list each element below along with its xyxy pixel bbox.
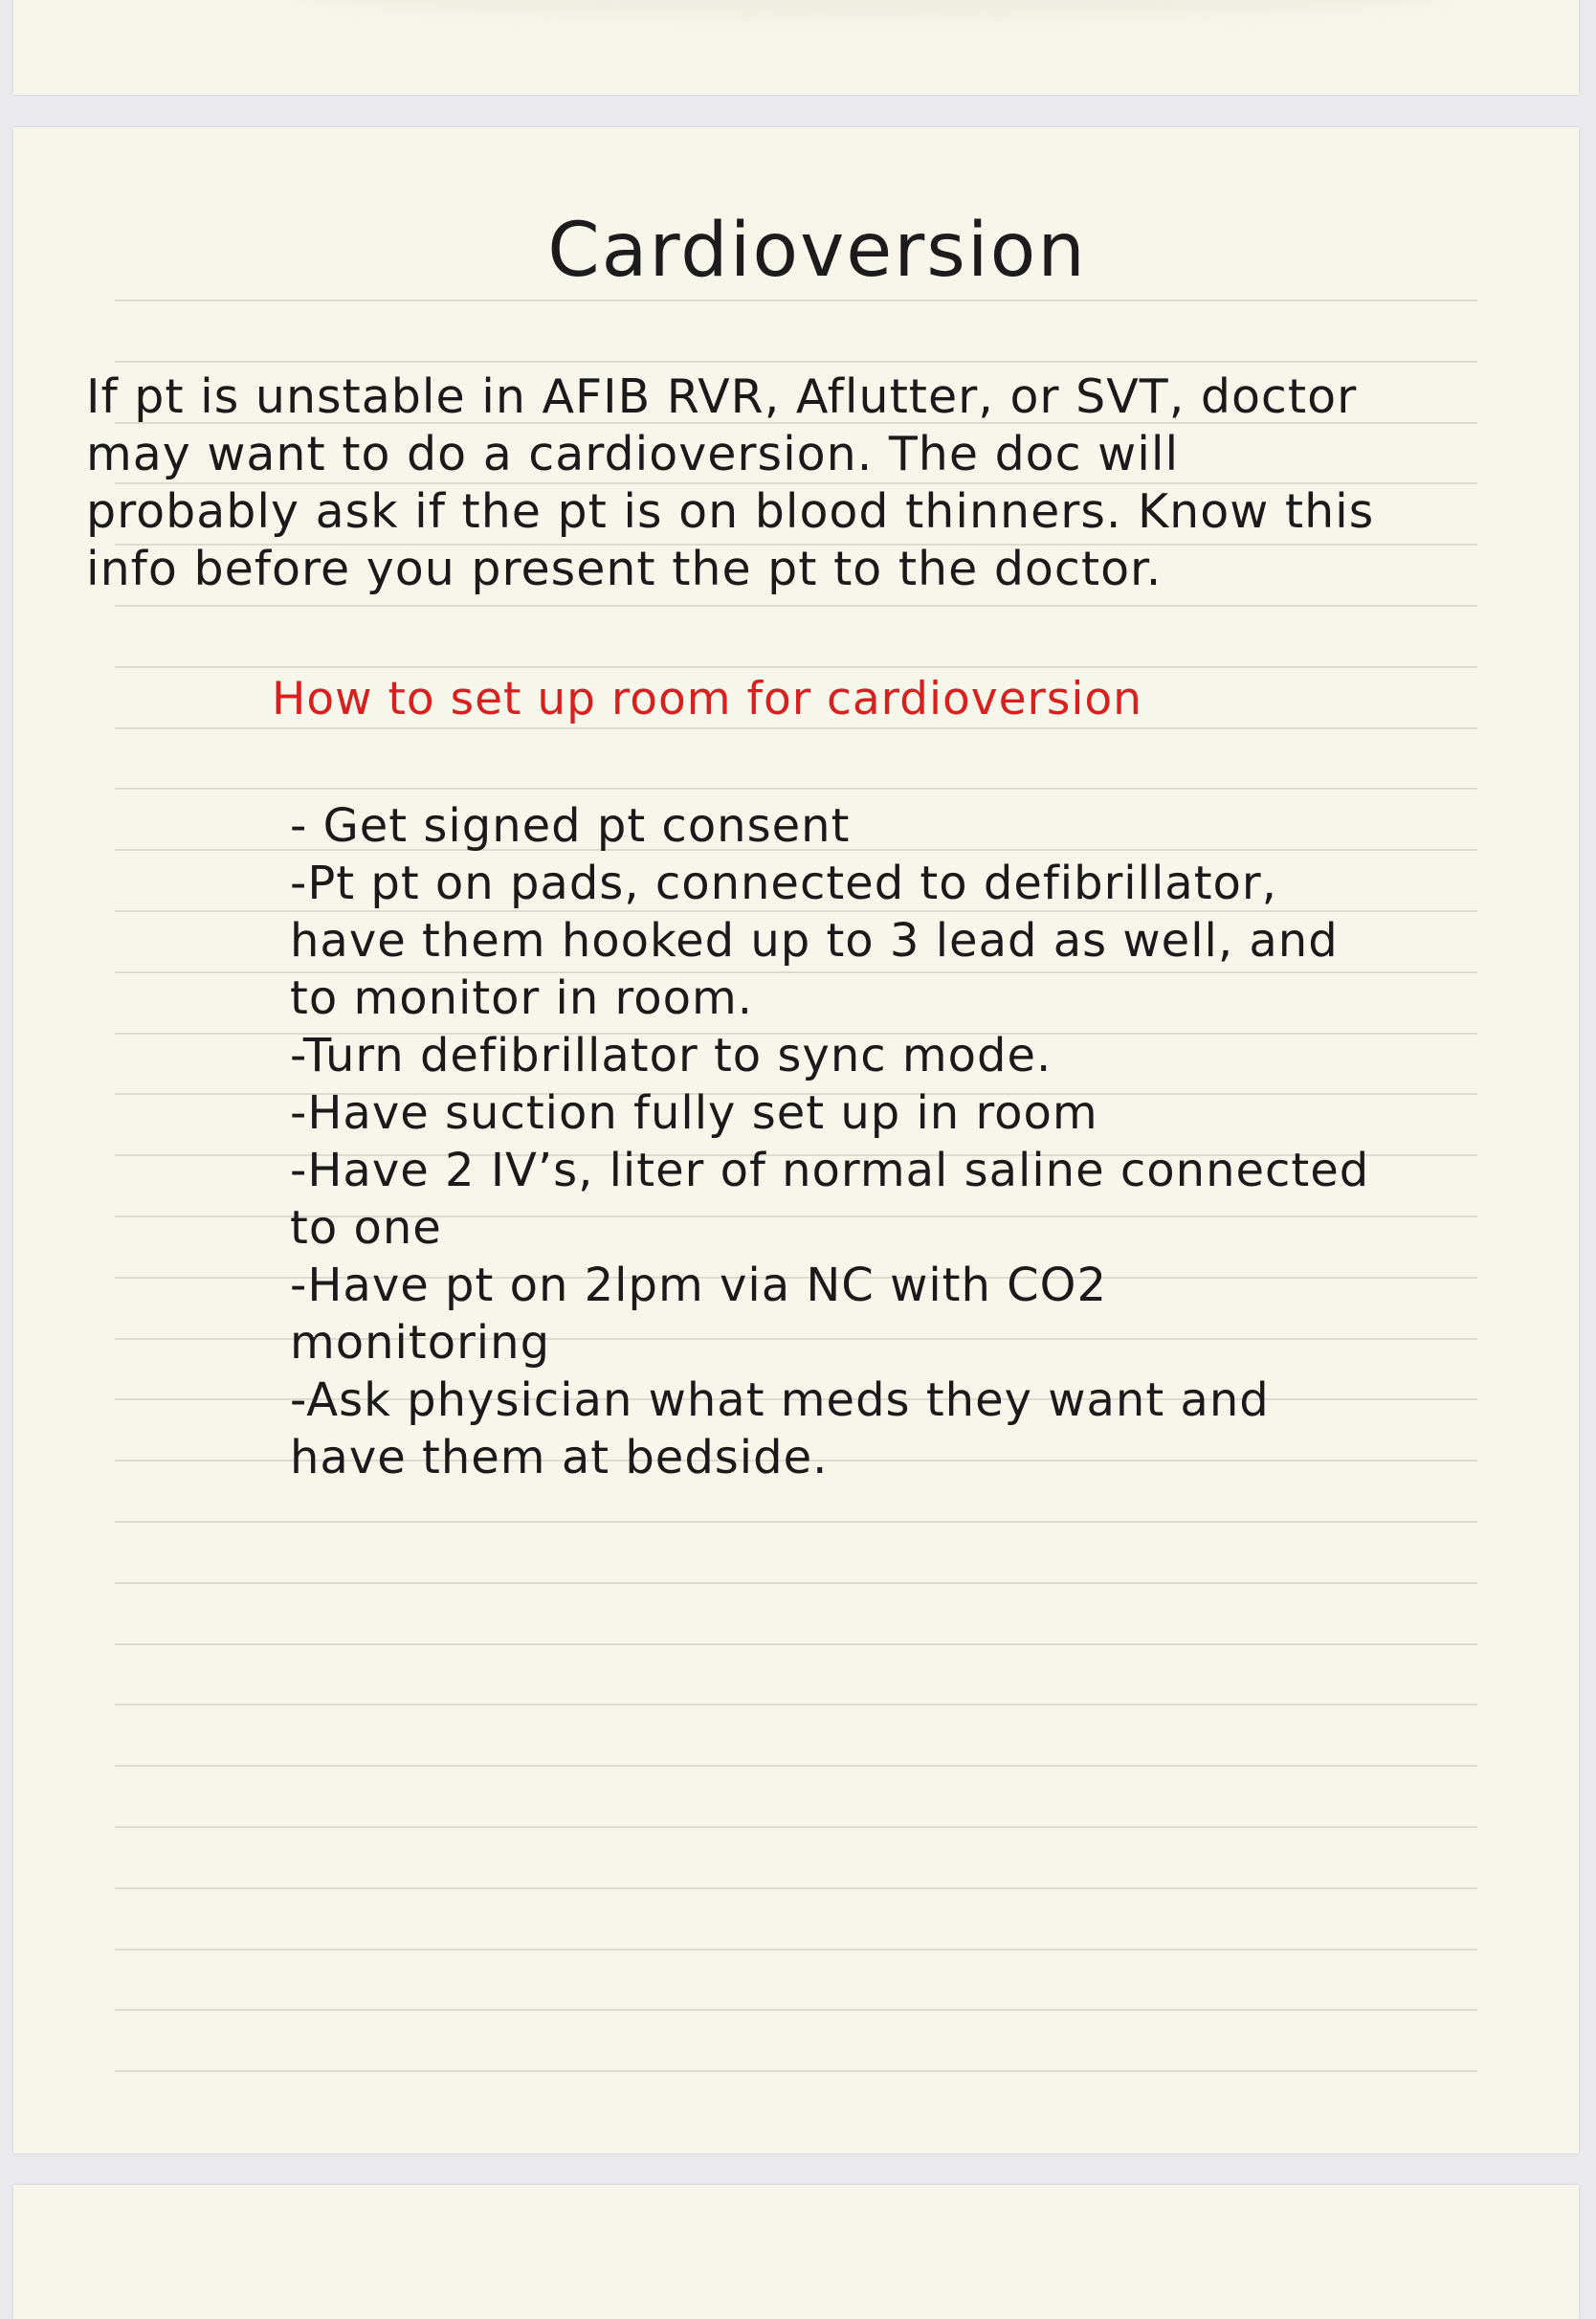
- rule-line: [115, 1521, 1477, 1523]
- previous-page: [13, 0, 1579, 95]
- intro-paragraph: If pt is unstable in AFIB RVR, Aflutter, or SVT, doctor may want to do a cardioversion. The doc will probably ask if the pt is on blood thinners. Know this info before you present the pt to the doctor.: [86, 369, 1375, 596]
- rule-line: [115, 1887, 1477, 1889]
- rule-line: [115, 1643, 1477, 1645]
- rule-line: [115, 666, 1477, 668]
- rule-line: [115, 1582, 1477, 1584]
- page-title: Cardioversion: [547, 208, 1087, 294]
- list-item: -Turn defibrillator to sync mode.: [290, 1029, 1053, 1082]
- rule-line: [115, 1704, 1477, 1706]
- steps-list: [290, 797, 1381, 1486]
- note-page[interactable]: [13, 127, 1579, 2153]
- rule-line: [115, 1826, 1477, 1828]
- rule-line: [115, 2009, 1477, 2011]
- rule-line: [115, 300, 1477, 301]
- rule-line: [115, 361, 1477, 363]
- rule-line: [115, 788, 1477, 790]
- rule-line: [115, 1949, 1477, 1951]
- rule-line: [115, 1765, 1477, 1767]
- list-item: -Have 2 IV’s, liter of normal saline connected to one: [290, 1144, 1370, 1255]
- list-item: - Get signed pt consent: [290, 799, 851, 853]
- rule-line: [115, 605, 1477, 607]
- next-page[interactable]: [13, 2185, 1579, 2319]
- page-smudge: [300, 0, 1449, 19]
- section-heading: How to set up room for cardioversion: [272, 673, 1142, 725]
- list-item: -Have pt on 2lpm via NC with CO2 monitoring: [290, 1259, 1107, 1370]
- rule-line: [115, 2070, 1477, 2072]
- list-item: -Pt pt on pads, connected to defibrillator, have them hooked up to 3 lead as well, and to monitor in room.: [290, 857, 1339, 1025]
- list-item: -Ask physician what meds they want and have them at bedside.: [290, 1373, 1270, 1484]
- list-item: -Have suction fully set up in room: [290, 1086, 1098, 1140]
